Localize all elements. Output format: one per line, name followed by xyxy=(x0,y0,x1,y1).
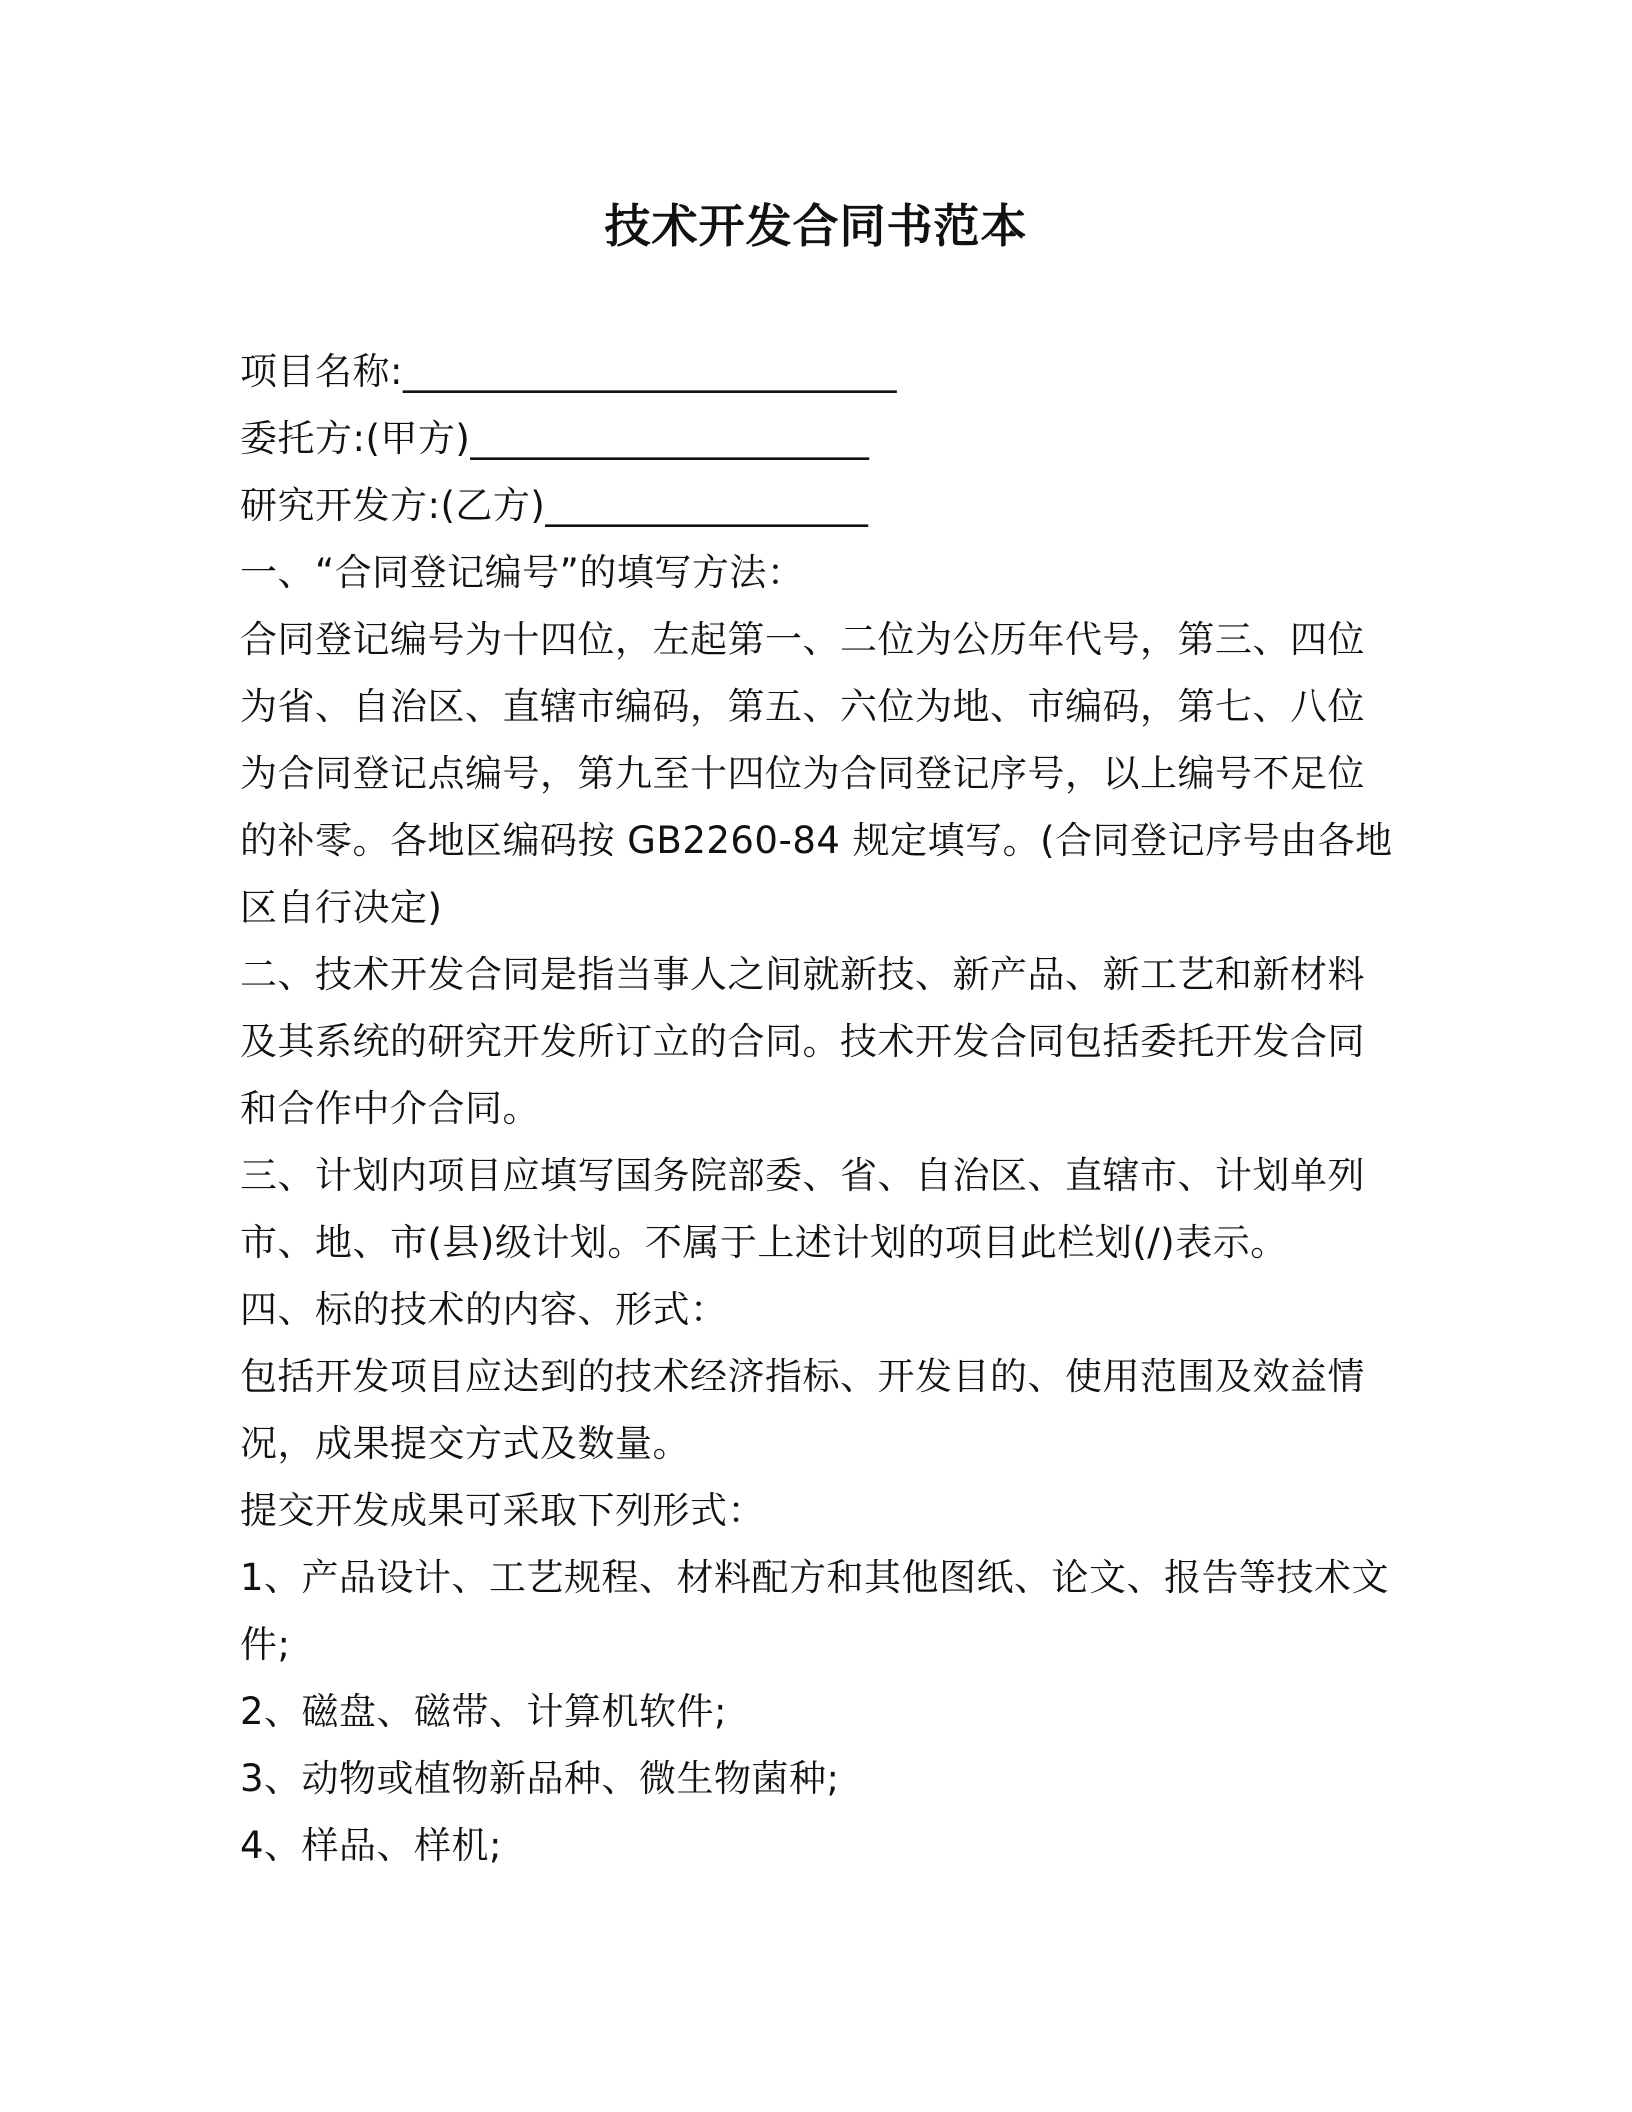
document-title: 技术开发合同书范本 xyxy=(604,199,1028,253)
paragraph-line: 合同登记编号为十四位，左起第一、二位为公历年代号，第三、四位 xyxy=(240,618,1365,661)
paragraph-line: 提交开发成果可采取下列形式： xyxy=(240,1489,765,1532)
paragraph-line: 包括开发项目应达到的技术经济指标、开发目的、使用范围及效益情 xyxy=(240,1355,1365,1398)
list-item-3: 3、动物或植物新品种、微生物菌种; xyxy=(240,1757,840,1800)
list-item-2: 2、磁盘、磁带、计算机软件; xyxy=(240,1690,728,1733)
paragraph-line: 及其系统的研究开发所订立的合同。技术开发合同包括委托开发合同 xyxy=(240,1020,1365,1063)
paragraph-line: 况，成果提交方式及数量。 xyxy=(240,1422,690,1465)
section-heading-4: 四、标的技术的内容、形式： xyxy=(240,1288,728,1331)
paragraph-line: 市、地、市(县)级计划。不属于上述计划的项目此栏划(/)表示。 xyxy=(240,1221,1288,1264)
list-item-1-continued: 件; xyxy=(240,1623,291,1666)
paragraph-line: 区自行决定) xyxy=(240,886,443,929)
section-3-line: 三、计划内项目应填写国务院部委、省、自治区、直辖市、计划单列 xyxy=(240,1154,1365,1197)
document-body xyxy=(240,338,1393,1879)
section-2-line: 二、技术开发合同是指当事人之间就新技、新产品、新工艺和新材料 xyxy=(240,953,1365,996)
paragraph-line: 为合同登记点编号，第九至十四位为合同登记序号，以上编号不足位 xyxy=(240,752,1365,795)
section-heading-1: 一、“合同登记编号”的填写方法： xyxy=(240,551,805,594)
paragraph-line: 和合作中介合同。 xyxy=(240,1087,540,1130)
list-item-1: 1、产品设计、工艺规程、材料配方和其他图纸、论文、报告等技术文 xyxy=(240,1556,1390,1599)
paragraph-line: 的补零。各地区编码按 GB2260-84 规定填写。(合同登记序号由各地 xyxy=(240,819,1393,862)
field-developer-party-b: 研究开发方:(乙方)_________________ xyxy=(240,484,869,527)
paragraph-line: 为省、自治区、直辖市编码，第五、六位为地、市编码，第七、八位 xyxy=(240,685,1365,728)
field-client-party-a: 委托方:(甲方)_____________________ xyxy=(240,417,870,460)
list-item-4: 4、样品、样机; xyxy=(240,1824,503,1867)
field-project-name: 项目名称:__________________________ xyxy=(240,350,897,393)
